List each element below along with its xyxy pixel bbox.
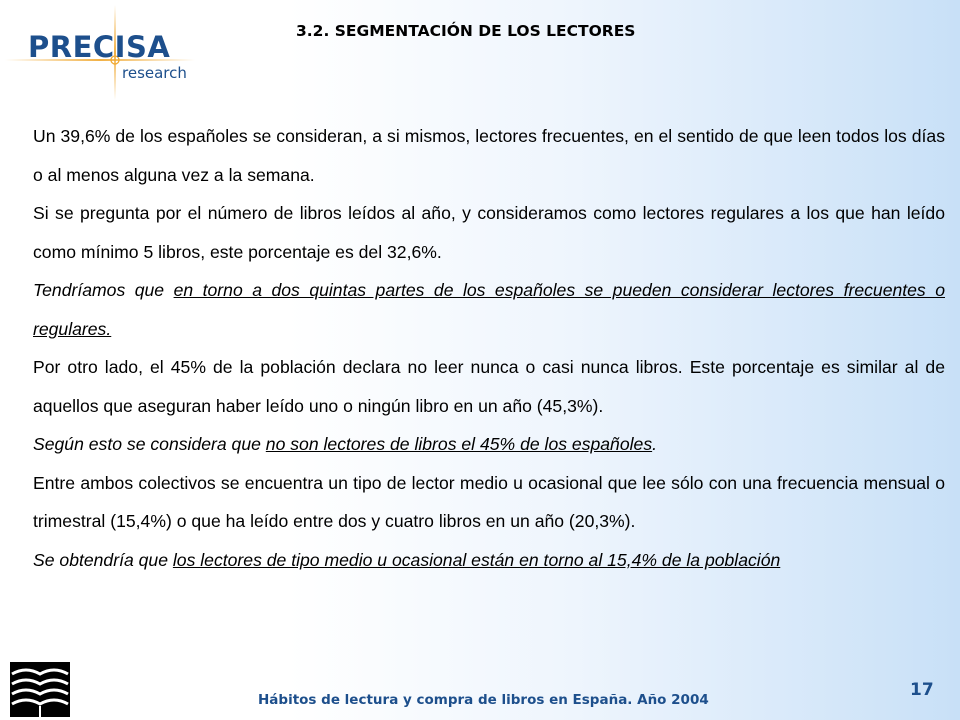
paragraph-7-lead: Se obtendría que bbox=[33, 549, 173, 570]
paragraph-3 bbox=[33, 271, 945, 348]
body-text bbox=[33, 117, 945, 579]
paragraph-2: Si se pregunta por el número de libros leídos al año, y consideramos como lectores regulares a los que han leído como mínimo 5 libros, este porcentaje es del 32,6%. bbox=[33, 203, 945, 262]
paragraph-5-tail: . bbox=[652, 434, 658, 454]
paragraph-1: Un 39,6% de los españoles se consideran, a si mismos, lectores frecuentes, en el sentido de que leen todos los días o al menos alguna vez a la semana. bbox=[33, 126, 945, 185]
paragraph-5 bbox=[33, 425, 945, 464]
paragraph-4: Por otro lado, el 45% de la población declara no leer nunca o casi nunca libros. Este porcentaje es similar al de aquellos que aseguran haber leído uno o ningún libro en un año (45,3%). bbox=[33, 357, 945, 416]
paragraph-5-underlined: no son lectores de libros el 45% de los españoles bbox=[265, 434, 653, 454]
paragraph-6: Entre ambos colectivos se encuentra un tipo de lector medio u ocasional que lee sólo con una frecuencia mensual o trimestral (15,4%) o que ha leído entre dos y cuatro libros en un año (20,3%). bbox=[33, 472, 945, 531]
book-logo-icon bbox=[10, 662, 70, 717]
paragraph-7 bbox=[33, 541, 945, 580]
logo-wordmark: PRECISA bbox=[28, 30, 171, 64]
paragraph-3-underlined: en torno a dos quintas partes de los españoles se pueden considerar lectores frecuentes o regulares. bbox=[33, 280, 945, 339]
footer-caption: Hábitos de lectura y compra de libros en España. Año 2004 bbox=[258, 692, 709, 708]
logo-subtitle: research bbox=[122, 64, 187, 82]
paragraph-3-lead: Tendríamos que bbox=[33, 280, 174, 300]
page-title: 3.2. SEGMENTACIÓN DE LOS LECTORES bbox=[296, 22, 636, 40]
precisa-logo bbox=[0, 0, 200, 100]
page-number: 17 bbox=[910, 680, 934, 700]
paragraph-5-lead: Según esto se considera que bbox=[33, 434, 266, 454]
paragraph-7-underlined: los lectores de tipo medio u ocasional están en torno al 15,4% de la población bbox=[172, 549, 781, 570]
